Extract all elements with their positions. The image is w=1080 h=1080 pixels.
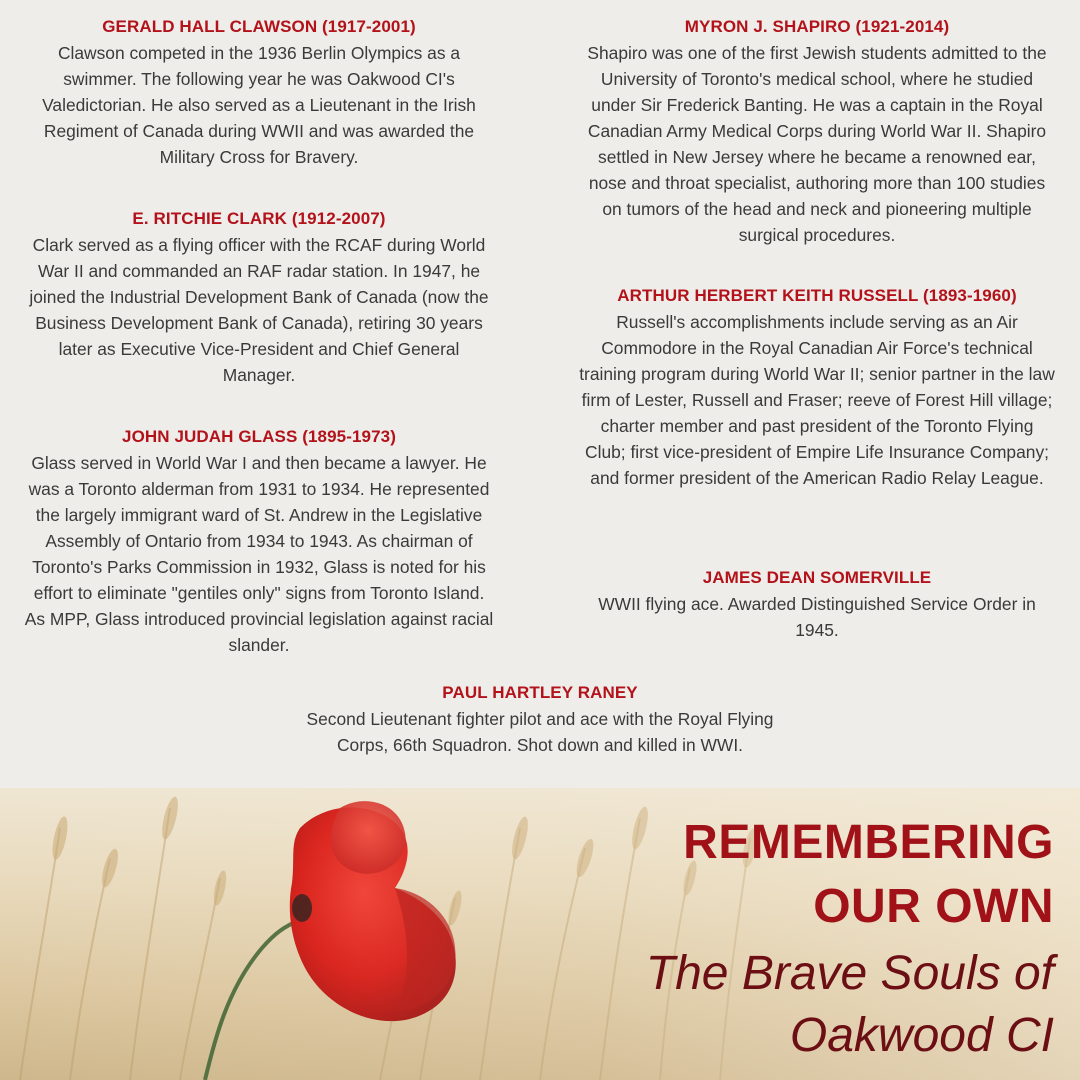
bio-shapiro — [578, 14, 1056, 248]
bio-russell — [578, 283, 1056, 491]
bio-raney — [300, 680, 780, 758]
bio-somerville — [578, 565, 1056, 643]
headline-line-1: REMEMBERING — [683, 816, 1054, 869]
bio-name: MYRON J. SHAPIRO (1921-2014) — [684, 17, 950, 36]
headline-line-4: Oakwood CI — [789, 1009, 1054, 1062]
bio-text: Shapiro was one of the first Jewish students admitted to the University of Toronto's medical school, where he studied under Sir Frederick Banting. He was a captain in the Royal Canadian Army Medical Corps during World War II. Shapiro settled in New Jersey where he became a renowned ear, nose and throat specialist, authoring more than 100 studies on tumors of the head and neck and pioneering multiple surgical procedures. — [587, 43, 1047, 245]
bio-name: GERALD HALL CLAWSON (1917-2001) — [102, 17, 416, 36]
bio-text: Clark served as a flying officer with the RCAF during World War II and commanded an RAF radar station. In 1947, he joined the Industrial Development Bank of Canada (now the Business Development Bank of Canada), retiring 30 years later as Executive Vice-President and Chief General Manager. — [29, 235, 489, 385]
bio-name: ARTHUR HERBERT KEITH RUSSELL (1893-1960) — [617, 286, 1017, 305]
bio-text: Glass served in World War I and then became a lawyer. He was a Toronto alderman from 1931 to 1934. He represented the largely immigrant ward of St. Andrew in the Legislative Assembly of Ontario from 1934 to 1943. As chairman of Toronto's Parks Commission in 1932, Glass is noted for his effort to eliminate "gentiles only" signs from Toronto Island. As MPP, Glass introduced provincial legislation against racial slander. — [24, 453, 494, 655]
bio-clawson — [22, 14, 496, 170]
bio-text: Clawson competed in the 1936 Berlin Olympics as a swimmer. The following year he was Oakwood CI's Valedictorian. He also served as a Lieutenant in the Irish Regiment of Canada during WWII and was awarded the Military Cross for Bravery. — [42, 43, 476, 167]
bio-text: Second Lieutenant fighter pilot and ace with the Royal Flying Corps, 66th Squadron. Shot down and killed in WWI. — [306, 709, 774, 755]
bio-clark — [22, 206, 496, 388]
bio-text: WWII flying ace. Awarded Distinguished Service Order in 1945. — [598, 594, 1036, 640]
headline-line-2: OUR OWN — [813, 880, 1054, 933]
bio-name: E. RITCHIE CLARK (1912-2007) — [132, 209, 386, 228]
bio-glass — [22, 424, 496, 658]
bio-name: PAUL HARTLEY RANEY — [442, 683, 638, 702]
bio-text: Russell's accomplishments include serving as an Air Commodore in the Royal Canadian Air Force's technical training program during World War II; senior partner in the law firm of Lester, Russell and Fraser; reeve of Forest Hill village; charter member and past president of the Toronto Flying Club; first vice-president of Empire Life Insurance Company; and former president of the American Radio Relay League. — [579, 312, 1055, 488]
bio-name: JAMES DEAN SOMERVILLE — [702, 568, 932, 587]
bio-name: JOHN JUDAH GLASS (1895-1973) — [122, 427, 396, 446]
headline-line-3: The Brave Souls of — [645, 947, 1054, 1000]
